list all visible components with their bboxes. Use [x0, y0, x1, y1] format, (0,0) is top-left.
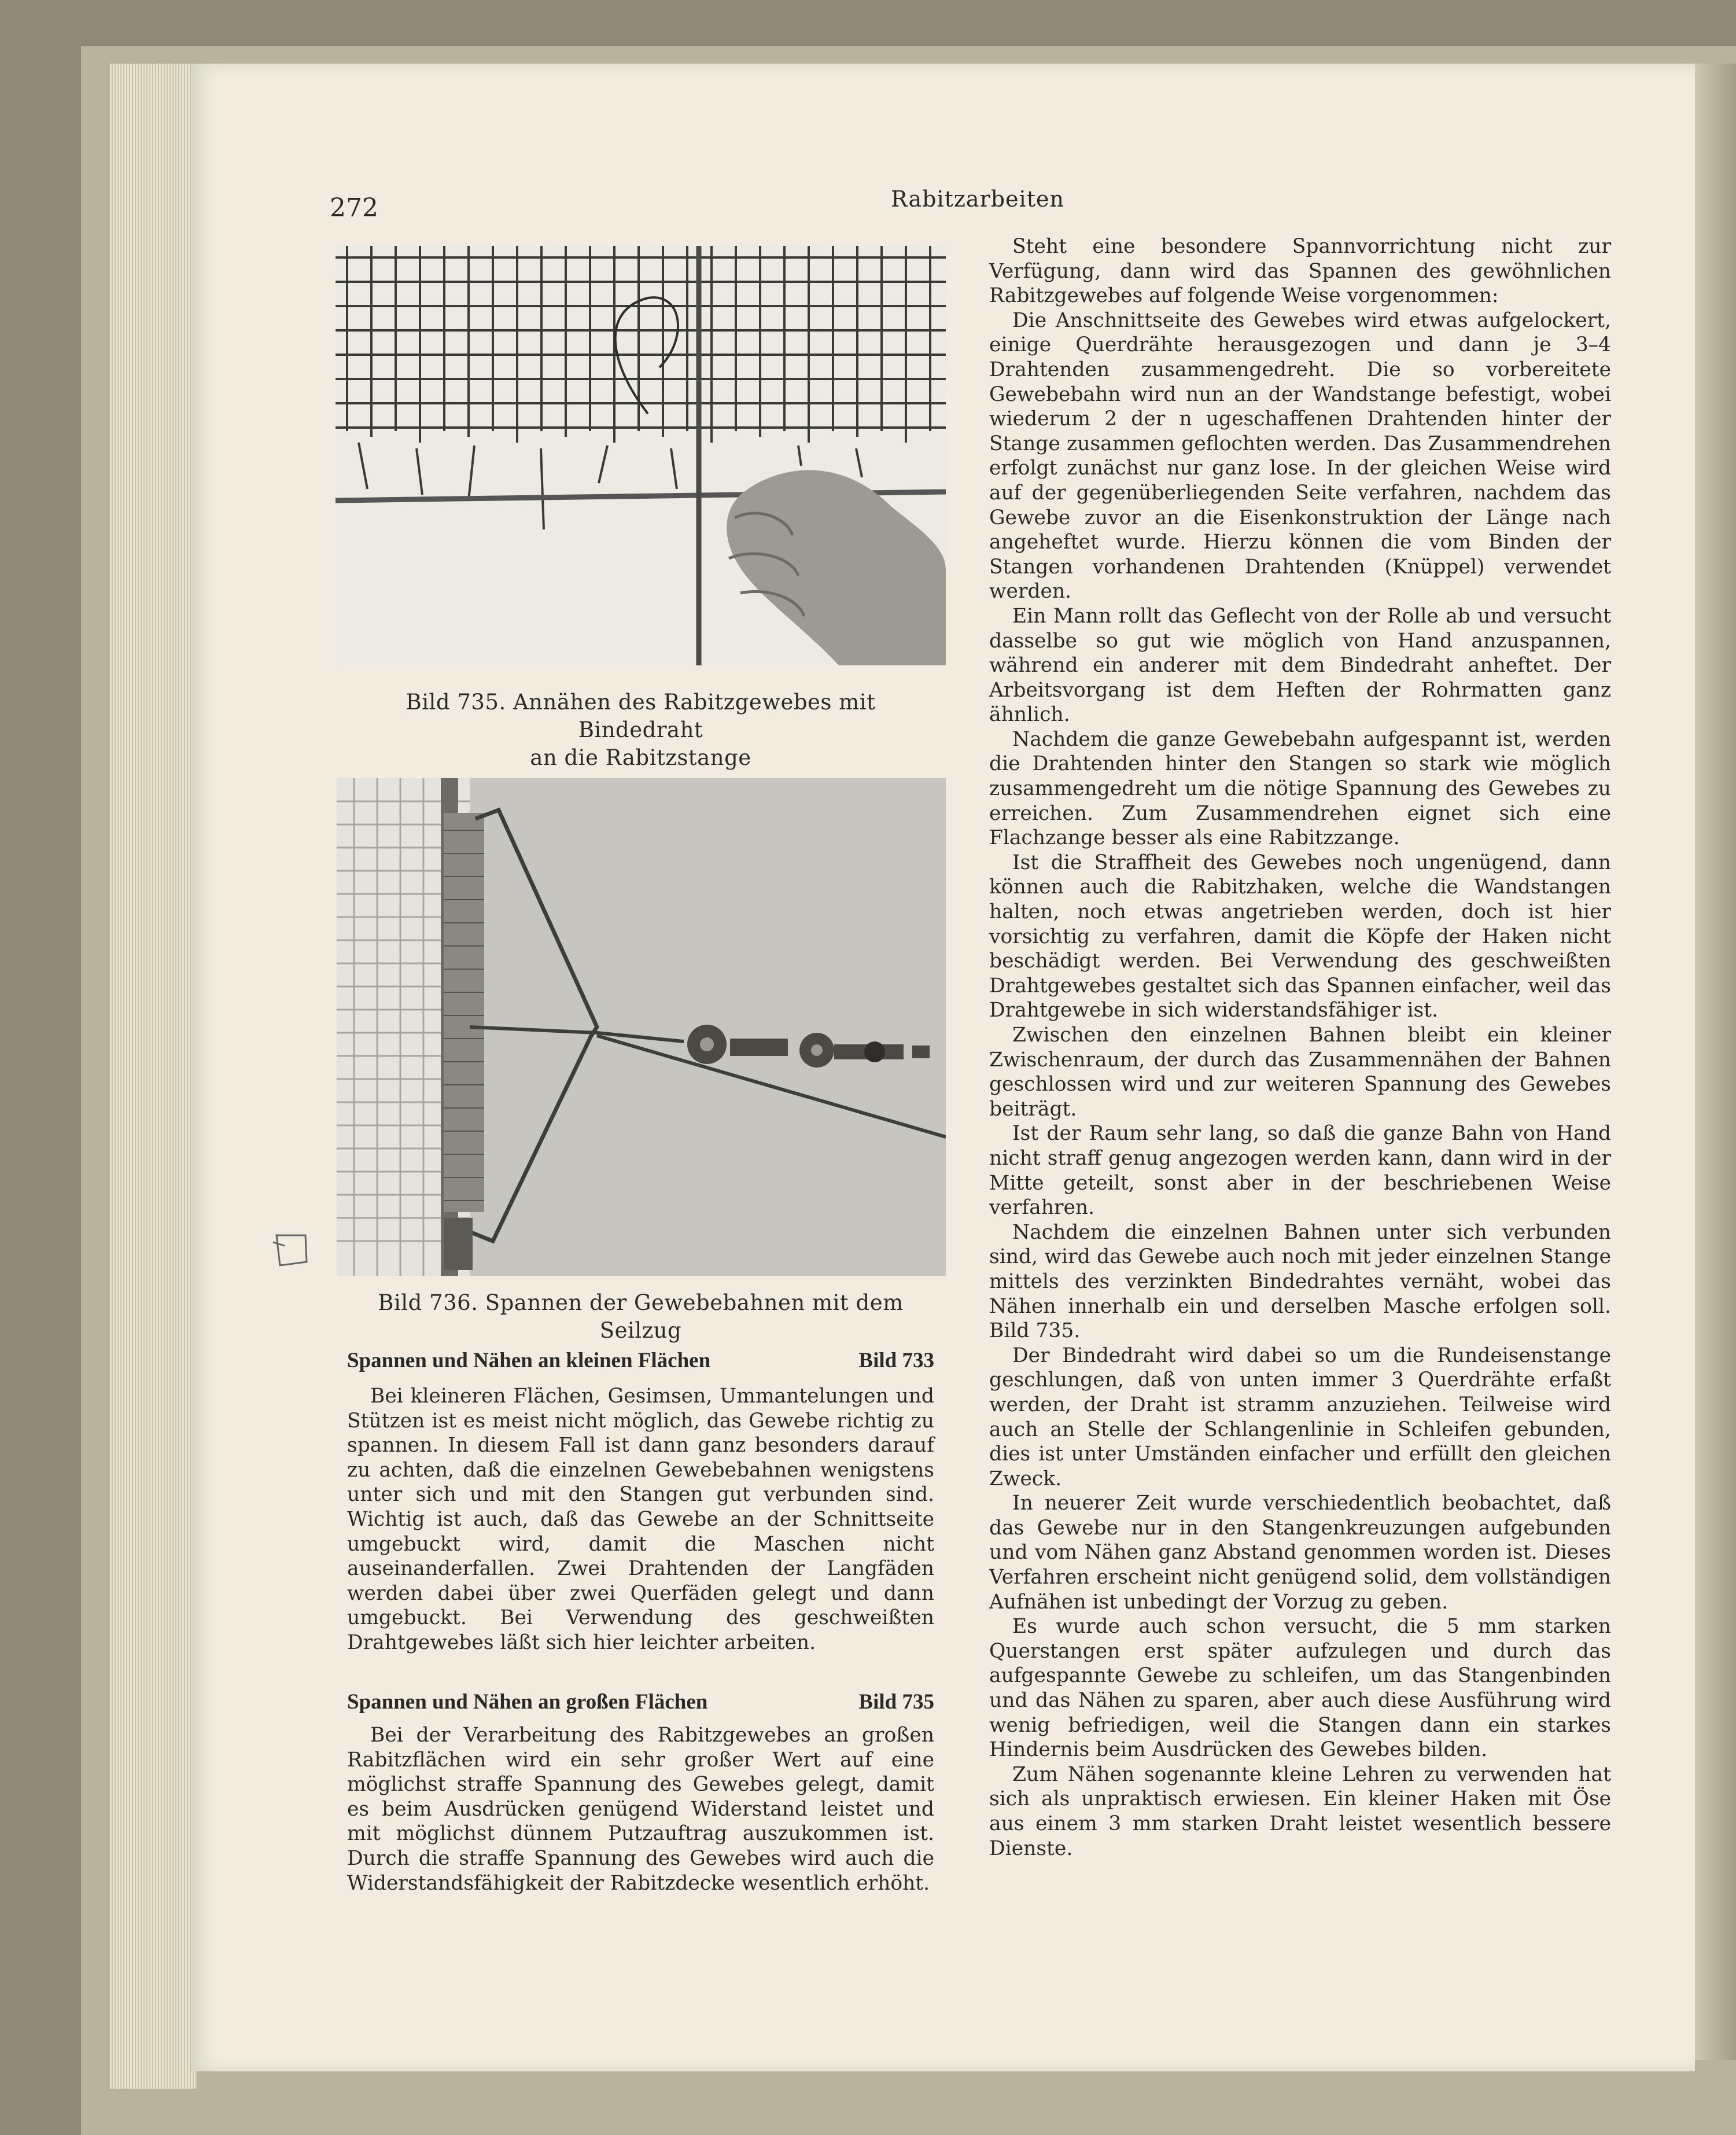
right-column-text — [989, 234, 1611, 1861]
caption-line-2: an die Rabitzstange — [530, 745, 751, 770]
page-edges — [110, 64, 197, 2089]
pencil-mark-icon — [272, 1230, 309, 1270]
paragraph: Ein Mann rollt das Geflecht von der Rolle ab und versucht dasselbe so gut wie möglich von Hand anzuspannen, während ein anderer mit dem Bindedraht anheftet. Der Arbeitsvorgang ist dem Heften der Rohrmatten ganz ähnlich. — [989, 604, 1611, 727]
paragraph: Bei der Verarbeitung des Rabitzgewebes an großen Rabitzflächen wird ein sehr großer Wert auf eine möglichst straffe Spannung des Gewebes gelegt, damit es beim Ausdrücken genügend Widerstand leistet und mit möglichst dünnem Putzauftrag auszukommen ist. Durch die straffe Spannung des Gewebes wird auch die Widerstandsfähigkeit der Rabitzdecke wesentlich erhöht. — [347, 1724, 934, 1895]
next-page-edge — [1695, 64, 1736, 2060]
photo-pulley-tension — [337, 778, 946, 1276]
paragraph: Steht eine besondere Spannvorrichtung nicht zur Verfügung, dann wird das Spannen des gewöhnlichen Rabitzgewebes auf folgende Weise vorgenommen: — [989, 235, 1611, 308]
paragraph: Zwischen den einzelnen Bahnen bleibt ein kleiner Zwischenraum, der durch das Zusammennähen der Bahnen geschlossen wird und zur weiteren Spannung des Gewebes beiträgt. — [989, 1024, 1611, 1121]
section-body-large-areas — [347, 1723, 934, 1895]
paragraph: Ist die Straffheit des Gewebes noch ungenügend, dann können auch die Rabitzhaken, welche die Wandstangen halten, noch etwas angetrieben werden, doch ist hier vorsichtig zu verfahren, damit die Köpfe der Haken nicht beschädigt werden. Bei Verwendung des geschweißten Drahtgewebes gestaltet sich das Spannen einfacher, weil das Drahtgewebe in sich widerstandsfähiger ist. — [989, 851, 1611, 1022]
paragraph: Nachdem die einzelnen Bahnen unter sich verbunden sind, wird das Gewebe auch noch mit jeder einzelnen Stange mittels des verzinkten Bindedrahtes vernäht, wobei das Nähen innerhalb ein und derselben Masche erfolgen soll. Bild 735. — [989, 1220, 1611, 1343]
running-head: Rabitzarbeiten — [891, 186, 1064, 212]
caption-fig-735 — [347, 689, 934, 772]
folded-mesh-edge — [444, 813, 484, 1212]
paragraph: Es wurde auch schon versucht, die 5 mm starken Querstangen erst später aufzulegen und durch das aufgespannte Gewebe zu schleifen, um das Stangenbinden und das Nähen zu sparen, aber auch diese Ausführung wird wenig befriedigen, weil die Stangen dann ein starkes Hindernis beim Ausdrücken des Gewebes bilden. — [989, 1615, 1611, 1762]
paragraph: Zum Nähen sogenannte kleine Lehren zu verwenden hat sich als unpraktisch erwiesen. Ein kleiner Haken mit Öse aus einem 3 mm starken Draht leistet wesentlich bessere Dienste. — [989, 1762, 1611, 1860]
paragraph: Nachdem die ganze Gewebebahn aufgespannt ist, werden die Drahtenden hinter den Stangen so stark wie möglich zusammengedreht um die nötige Spannung des Gewebes zu erreichen. Zum Zusammendrehen eignet sich eine Flachzange besser als eine Rabitzzange. — [989, 727, 1611, 850]
section-figure-ref: Bild 733 — [858, 1349, 934, 1372]
section-body-small-areas — [347, 1384, 934, 1655]
section-title: Spannen und Nähen an kleinen Flächen — [347, 1349, 711, 1372]
caption-line-1: Bild 735. Annähen des Rabitzgewebes mit Bindedraht — [406, 690, 876, 742]
section-heading-large-areas — [347, 1689, 934, 1714]
floor-block — [444, 1218, 473, 1270]
section-title: Spannen und Nähen an großen Flächen — [347, 1690, 708, 1714]
photo-mesh-sewing — [336, 246, 946, 665]
section-heading-small-areas — [347, 1348, 934, 1373]
page-number: 272 — [330, 193, 378, 223]
caption-fig-736: Bild 736. Spannen der Gewebebahnen mit dem Seilzug — [378, 1290, 904, 1343]
paragraph: Der Bindedraht wird dabei so um die Rundeisenstange geschlungen, daß von unten immer 3 Querdrähte erfaßt werden, der Draht ist stramm anzuziehen. Teilweise wird auch an Stelle der Schlangenlinie in Schleifen gebunden, dies ist unter Umständen einfacher und erfüllt den gleichen Zweck. — [989, 1343, 1611, 1490]
paragraph: Die Anschnittseite des Gewebes wird etwas aufgelockert, einige Querdrähte herausgezogen und dann je 3–4 Drahtenden zusammengedreht. Die so vorbereitete Gewebebahn wird nun an der Wandstange befestigt, wobei wiederum 2 der n ugeschaffenen Drahtenden hinter der Stange zusammen geflochten werden. Das Zusammendrehen erfolgt zunächst nur ganz lose. In der gleichen Weise wird auf der gegenüberliegenden Seite verfahren, nachdem das Gewebe zuvor an die Eisenkonstruktion der Länge nach angeheftet wurde. Hierzu können die vom Binden der Stangen vorhandenen Drahtenden (Knüppel) verwendet werden. — [989, 308, 1611, 603]
paragraph: Bei kleineren Flächen, Gesimsen, Ummantelungen und Stützen ist es meist nicht möglich, das Gewebe richtig zu spannen. In diesem Fall ist dann ganz besonders darauf zu achten, daß die einzelnen Gewebebahnen wenigstens unter sich und mit den Stangen gut verbunden sind. Wichtig ist auch, daß das Gewebe an der Schnittseite umgebuckt wird, damit die Maschen nicht auseinanderfallen. Zwei Drahtenden der Langfäden werden dabei über zwei Querfäden gelegt und dann umgebuckt. Bei Verwendung des geschweißten Drahtgewebes läßt sich hier leichter arbeiten. — [347, 1385, 934, 1654]
paragraph: In neuerer Zeit wurde verschiedentlich beobachtet, daß das Gewebe nur in den Stangenkreuzungen aufgebunden und vom Nähen ganz Abstand genommen worden ist. Dieses Verfahren erscheint nicht genügend solid, dem vollständigen Aufnähen ist unbedingt der Vorzug zu geben. — [989, 1492, 1611, 1614]
paragraph: Ist der Raum sehr lang, so daß die ganze Bahn von Hand nicht straff genug angezogen werden kann, dann wird in der Mitte geteilt, sonst aber in der beschriebenen Weise verfahren. — [989, 1122, 1611, 1220]
section-figure-ref: Bild 735 — [858, 1690, 934, 1714]
